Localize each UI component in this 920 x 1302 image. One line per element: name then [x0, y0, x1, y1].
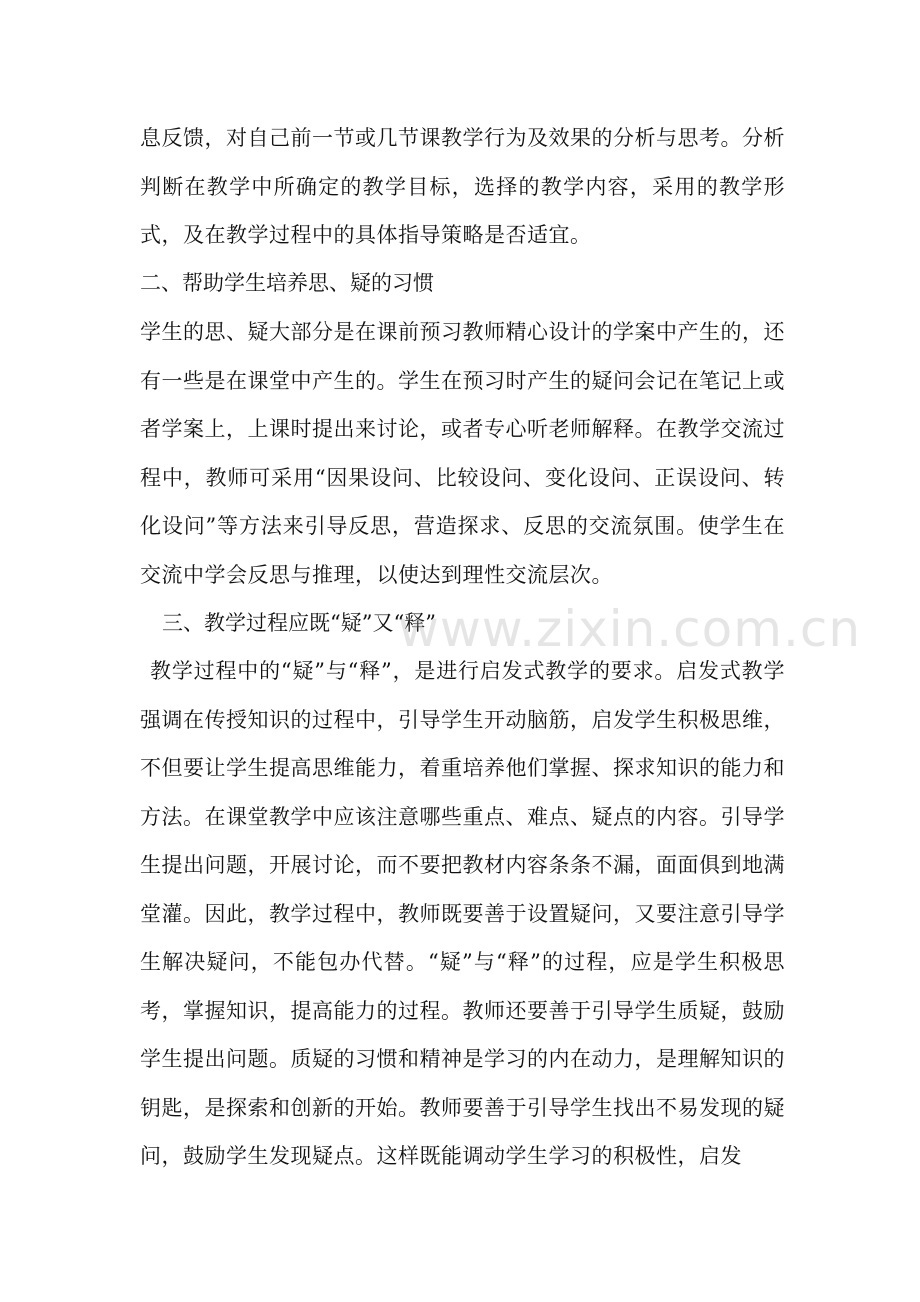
heading-3: 三、教学过程应既“疑”又“释” — [162, 611, 436, 635]
watermark-text: www.zixin.com.cn — [398, 600, 862, 658]
heading-2: 二、帮助学生培养思、疑的习惯 — [140, 271, 434, 295]
paragraph-2: 学生的思、疑大部分是在课前预习教师精心设计的学案中产生的，还有一些是在课堂中产生的。学生在预习时产生的疑问会记在笔记上或者学案上，上课时提出来讨论，或者专心听老师解释。在教学交流过程中，教师可采用“因果设问、比较设问、变化设问、正误设问、转化设问”等方法来引导反思，营造探求、反思的交流氛围。使学生在交流中学会反思与推理，以使达到理性交流层次。 — [140, 320, 785, 587]
paragraph-3: 教学过程中的“疑”与“释”，是进行启发式教学的要求。启发式教学强调在传授知识的过程中，引导学生开动脑筋，启发学生积极思维，不但要让学生提高思维能力，着重培养他们掌握、探求知识的能力和方法。在课堂教学中应该注意哪些重点、难点、疑点的内容。引导学生提出问题，开展讨论，而不要把教材内容条条不漏，面面俱到地满堂灌。因此，教学过程中，教师既要善于设置疑问，又要注意引导学生解决疑问，不能包办代替。“疑”与“释”的过程，应是学生积极思考，掌握知识，提高能力的过程。教师还要善于引导学生质疑，鼓励学生提出问题。质疑的习惯和精神是学习的内在动力，是理解知识的钥匙，是探索和创新的开始。教师要善于引导学生找出不易发现的疑问，鼓励学生发现疑点。这样既能调动学生学习的积极性，启发 — [140, 659, 785, 1168]
paragraph-1: 息反馈，对自己前一节或几节课教学行为及效果的分析与思考。分析判断在教学中所确定的教学目标，选择的教学内容，采用的教学形式，及在教学过程中的具体指导策略是否适宜。 — [140, 126, 785, 247]
